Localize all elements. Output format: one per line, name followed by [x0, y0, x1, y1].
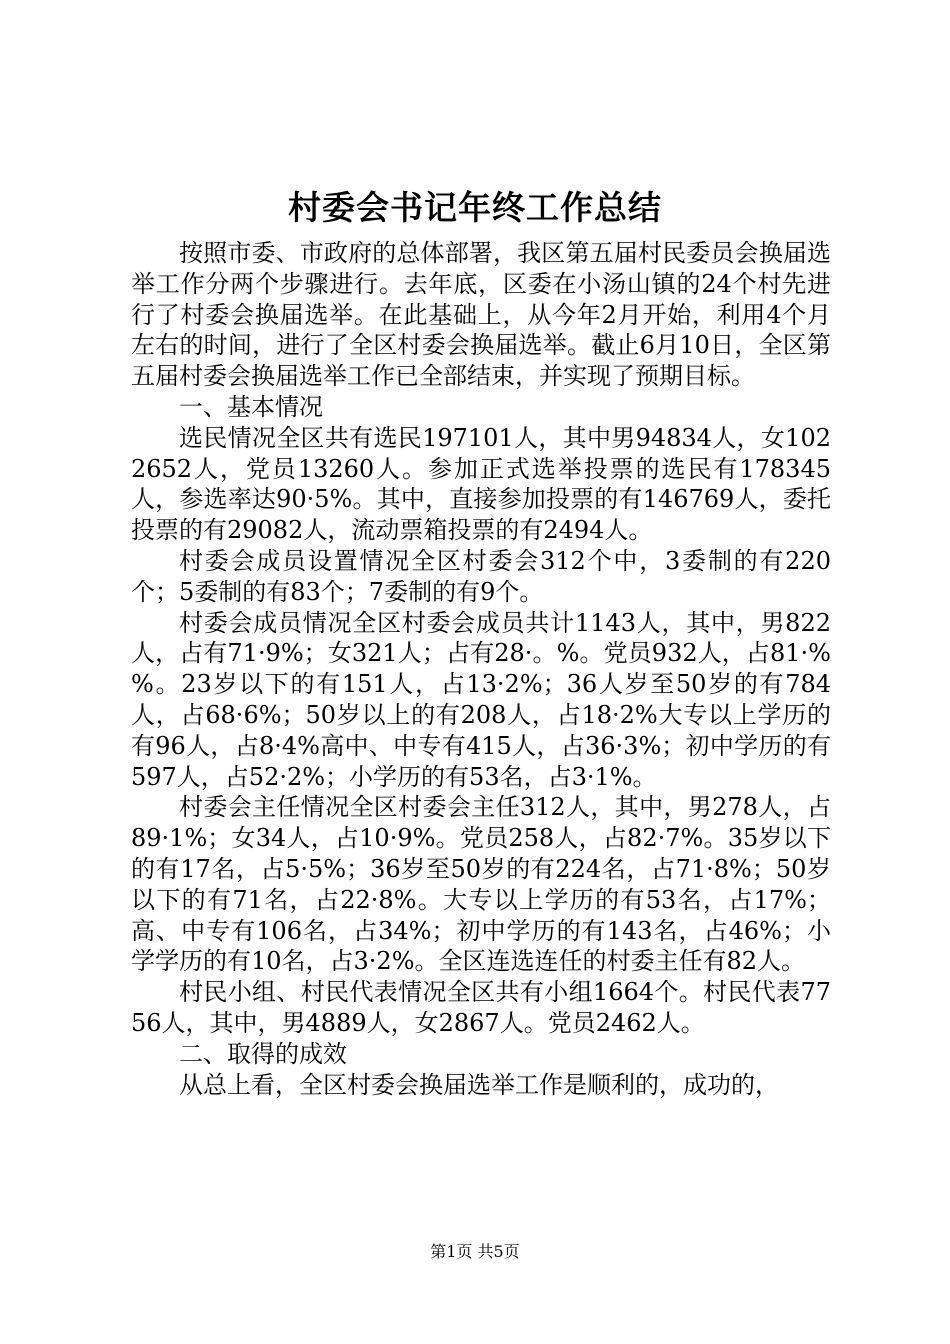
achievements-paragraph: 从总上看，全区村委会换届选举工作是顺利的，成功的， [179, 1070, 779, 1099]
section-heading-achievements: 二、取得的成效 [179, 1039, 347, 1068]
page-footer [0, 1240, 950, 1264]
document-title: 村委会书记年终工作总结 [288, 188, 662, 227]
page-number: 第1页 [430, 1242, 473, 1261]
committee-directors-paragraph: 村委会主任情况全区村委会主任312人，其中，男278人，占89·1%；女34人，占10·9%。党员258人，占82·7%。35岁以下的有17名，占5·5%；36岁至50岁的有224名，占71·8%；50岁以下的有71名，占22·8%。大专以上学历的有53名，占17%；高、中专有106名，占34%；初中学历的有143名，占46%；小学学历的有10名，占3·2%。全区连选连任的村委主任有82人。 [131, 793, 831, 976]
document-body [131, 238, 831, 1100]
intro-paragraph: 按照市委、市政府的总体部署，我区第五届村民委员会换届选举工作分两个步骤进行。去年底，区委在小汤山镇的24个村先进行了村委会换届选举。在此基础上，从今年2月开始，利用4个月左右的时间，进行了全区村委会换届选举。截止6月10日，全区第五届村委会换届选举工作已全部结束，并实现了预期目标。 [131, 239, 831, 391]
committee-setup-paragraph: 村委会成员设置情况全区村委会312个中，3委制的有220个；5委制的有83个；7委制的有9个。 [131, 546, 831, 606]
page-total: 共5页 [477, 1242, 520, 1261]
committee-members-paragraph: 村委会成员情况全区村委会成员共计1143人，其中，男822人，占有71·9%；女321人；占有28·。%。党员932人，占81·%%。23岁以下的有151人，占13·2%；36人岁至50岁的有784人，占68·6%；50岁以上的有208人，占18·2%大专以上学历的有96人，占8·4%高中、中专有415人，占36·3%；初中学历的有597人，占52·2%；小学历的有53名，占3·1%。 [131, 608, 831, 791]
village-groups-paragraph: 村民小组、村民代表情况全区共有小组1664个。村民代表7756人，其中，男4889人，女2867人。党员2462人。 [131, 978, 831, 1037]
section-heading-basic-situation: 一、基本情况 [179, 392, 323, 421]
voters-paragraph: 选民情况全区共有选民197101人，其中男94834人，女1022652人，党员13260人。参加正式选举投票的选民有178345人，参选率达90·5%。其中，直接参加投票的有146769人，委托投票的有29082人，流动票箱投票的有2494人。 [131, 423, 831, 545]
